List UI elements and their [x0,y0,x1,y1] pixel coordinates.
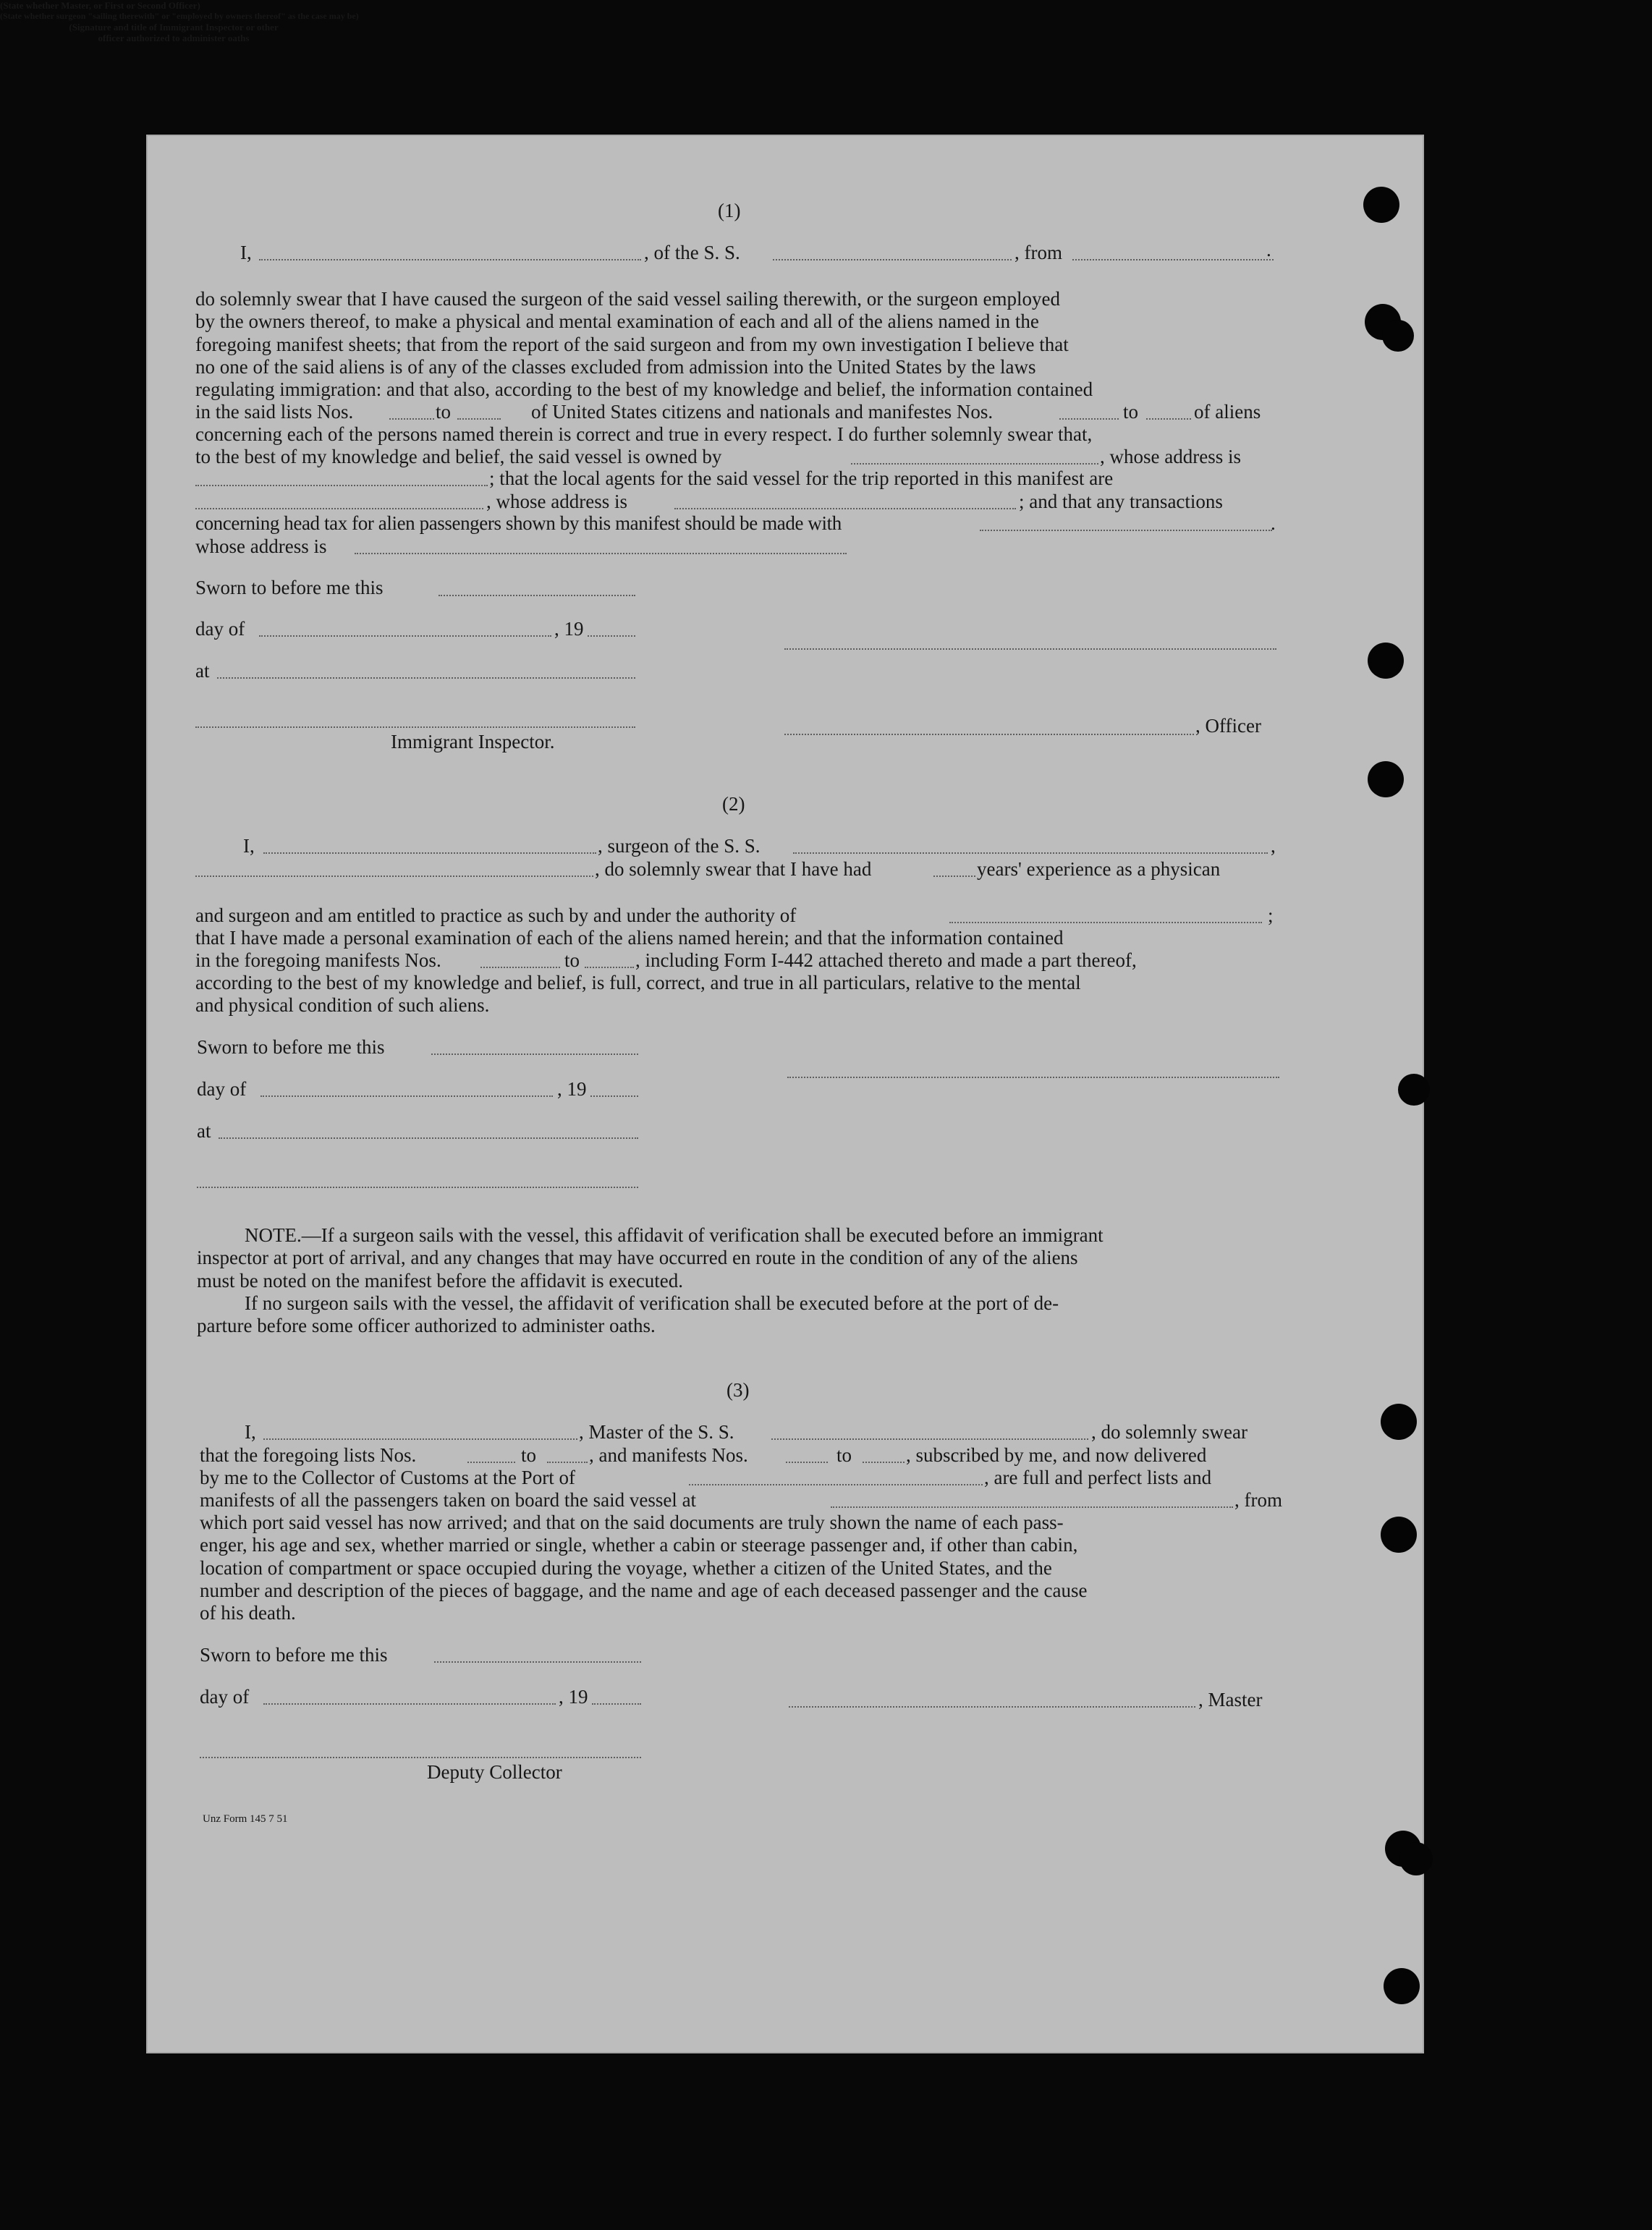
s2-l2a: , do solemnly swear that I have had [595,858,872,880]
s3-manifests-to-field[interactable] [863,1462,905,1463]
s2-comma: , [1271,835,1276,857]
s2-l2b: years' experience as a physican [977,858,1221,880]
s2-l5a: in the foregoing manifests Nos. [195,949,441,971]
port-of-arrival-field[interactable] [689,1484,983,1485]
s3-lists-from-field[interactable] [467,1462,515,1463]
s2-l6: according to the best of my knowledge and belief, is full, correct, and true in all particulars, relative to the mental [195,972,1081,993]
s1-day-of: day of [195,618,245,640]
agents-address-field[interactable] [674,508,1016,509]
owner-field[interactable] [851,463,1098,465]
s2-vessel-field[interactable] [793,852,1268,854]
s1-officer-label: , Officer [1195,715,1261,737]
punch-hole [1399,1842,1433,1875]
surgeon-name-field[interactable] [263,852,596,854]
s3-lists-to-field[interactable] [547,1462,588,1463]
s1-deponent-signature-top[interactable] [784,648,1276,650]
punch-hole [1368,643,1404,679]
punch-hole [1368,761,1404,797]
s3-last-line: of his death. [200,1602,296,1624]
s1-inspector-title: Immigrant Inspector. [391,731,555,752]
s3-l3a: by me to the Collector of Customs at the Port of [200,1467,575,1488]
s2-year-field[interactable] [590,1095,638,1097]
lists-from-field[interactable] [389,418,434,420]
s2-surgeon-note: (State whether surgeon "sailing therewith" or "employed by owners thereof" as the case may be) [0,11,359,21]
punch-hole [1381,1517,1417,1553]
s1-l9: ; that the local agents for the said vessel for the trip reported in this manifest are [489,467,1114,489]
section-3-number: (3) [727,1379,750,1401]
master-name-field[interactable] [263,1438,577,1440]
s1-sworn: Sworn to before me this [195,577,384,598]
s3-l3b: , are full and perfect lists and [984,1467,1212,1488]
s1-inspector-signature-field[interactable] [195,726,635,728]
s1-l6d: to [1123,401,1139,423]
officer-name-field[interactable] [259,259,641,260]
s1-l12: whose address is [195,535,327,557]
s1-l6e: of aliens [1194,401,1261,423]
form-identifier: Unz Form 145 7 51 [203,1813,288,1825]
s3-sworn: Sworn to before me this [200,1644,388,1666]
s2-l5b: to [564,949,580,971]
s1-month-field[interactable] [259,635,551,637]
s2-day-of: day of [197,1078,247,1100]
s3-l2c: , and manifests Nos. [589,1444,748,1466]
authority-field[interactable] [949,922,1262,923]
s1-from-label: , from [1015,242,1062,263]
vessel-name-field[interactable] [773,259,1012,260]
deputy-collector-signature-field[interactable] [200,1757,641,1758]
surgeon-signature-field[interactable] [787,1077,1279,1078]
s2-l5c: , including Form I-442 attached thereto and made a part thereof, [635,949,1137,971]
s2-manifest-from-field[interactable] [480,967,560,968]
punch-hole [1398,1074,1430,1106]
s3-l2b: to [521,1444,537,1466]
head-tax-party-field[interactable] [980,530,1272,531]
s1-place-field[interactable] [217,677,635,679]
s2-l7: and physical condition of such aliens. [195,994,490,1016]
s2-manifest-to-field[interactable] [585,967,634,968]
local-agents-field[interactable] [195,508,483,509]
s3-sworn-day-field[interactable] [434,1661,641,1663]
s3-manifests-from-field[interactable] [786,1462,828,1463]
port-of-embarkation-field[interactable] [831,1506,1233,1508]
s3-l2a: that the foregoing lists Nos. [200,1444,417,1466]
punch-hole [1363,187,1399,223]
master-signature-field[interactable] [789,1706,1195,1708]
s1-l11: concerning head tax for alien passengers shown by this manifest should be made with [195,512,842,534]
s2-month-field[interactable] [260,1095,553,1097]
s2-sworn: Sworn to before me this [197,1036,385,1058]
s2-surgeon-label: , surgeon of the S. S. [598,835,761,857]
punch-hole [1382,320,1414,352]
owner-address-field[interactable] [195,485,488,486]
departure-port-field[interactable] [1072,259,1274,260]
s1-of-ss-label: , of the S. S. [644,242,740,263]
note-paragraph: NOTE.—If a surgeon sails with the vessel, this affidavit of verification shall be executed before an immigrant inspector at port of arrival, and any changes that may have occurred en route in the condition of any of the aliens must be noted on the manifest before the affidavit is executed. If no surgeon sails with the vessel, the affidavit of verification shall be executed before at the port of de- parture before some officer authorized to administer oaths. [197,1224,1104,1337]
s2-l3: and surgeon and am entitled to practice as such by and under the authority of [195,904,797,926]
s2-i-label: I, [243,835,255,857]
s2-l4: that I have made a personal examination of each of the aliens named herein; and that the information contained [195,927,1064,949]
head-tax-address-field[interactable] [355,553,847,554]
s1-l10b: ; and that any transactions [1019,491,1223,512]
s2-place-field[interactable] [219,1137,638,1139]
s3-i-label: I, [245,1421,256,1443]
s1-paragraph: do solemnly swear that I have caused the surgeon of the said vessel sailing therewith, or the surgeon employed by the owners thereof, to make a physical and mental examination of each and all of the aliens named in the foregoing manifest sheets; that from the report of the said surgeon and from my own investigation I believe that no one of the said aliens is of any of the classes excluded from admission into the United States by the laws regulating immigration: and that also, according to the best of my knowledge and belief, the information contained [195,288,1093,401]
punch-hole [1384,1968,1420,2004]
s3-vessel-field[interactable] [771,1438,1088,1440]
s3-day-of: day of [200,1686,250,1708]
s2-at: at [197,1120,211,1142]
s3-l4b: , from [1234,1489,1282,1511]
punch-hole [1381,1404,1417,1440]
s3-paragraph: which port said vessel has now arrived; and that on the said documents are truly shown the name of each pass- enger, his age and sex, whether married or single, whether a cabin or steerage passenger and, if other than cabin, location of compartment or space occupied during the voyage, whether a citizen of the United States, and the number and description of the pieces of baggage, and the name and age of each deceased passenger and the cause [200,1512,1088,1601]
s1-period: . [1266,239,1271,260]
s2-signature-note: (Signature and title of Immigrant Inspector or other officer authorized to administer oaths [69,22,279,43]
years-experience-field[interactable] [933,876,975,877]
officer-signature-field[interactable] [784,734,1194,735]
s3-l4a: manifests of all the passengers taken on board the said vessel at [200,1489,697,1511]
s1-year-field[interactable] [588,635,635,637]
s1-year-prefix: , 19 [554,618,584,640]
manifests-to-field[interactable] [1146,418,1191,420]
s2-inspector-signature-field[interactable] [197,1187,638,1188]
s3-master-of: , Master of the S. S. [579,1421,734,1443]
s1-officer-note: (State whether Master, or First or Second Officer) [0,0,200,11]
s1-l6a: in the said lists Nos. [195,401,354,423]
s3-swear: , do solemnly swear [1091,1421,1248,1443]
s1-sworn-day-field[interactable] [439,595,635,596]
s1-at: at [195,660,210,682]
manifests-from-field[interactable] [1059,418,1119,420]
s2-semicolon: ; [1268,904,1274,926]
s1-l6b: to [436,401,452,423]
s3-deputy-title: Deputy Collector [427,1761,562,1783]
s1-l6c: of United States citizens and nationals and manifestes Nos. [531,401,994,423]
s3-master-label: , Master [1198,1689,1263,1710]
s3-month-field[interactable] [263,1703,556,1705]
s1-i-label: I, [240,242,252,263]
s1-l10a: , whose address is [486,491,627,512]
s1-l8b: , whose address is [1100,446,1241,467]
s3-l2e: , subscribed by me, and now delivered [906,1444,1207,1466]
s1-l7: concerning each of the persons named therein is correct and true in every respect. I do further solemnly swear that, [195,423,1093,445]
section-2-number: (2) [722,793,745,815]
s3-l2d: to [836,1444,852,1466]
s2-sworn-day-field[interactable] [431,1053,638,1055]
s3-year-prefix: , 19 [559,1686,588,1708]
surgeon-status-field[interactable] [195,876,593,877]
section-1-number: (1) [718,200,741,221]
s1-l11-period: . [1271,512,1276,534]
s3-year-field[interactable] [592,1703,641,1705]
s1-l8a: to the best of my knowledge and belief, the said vessel is owned by [195,446,722,467]
lists-to-field[interactable] [457,418,501,420]
s2-year-prefix: , 19 [557,1078,587,1100]
